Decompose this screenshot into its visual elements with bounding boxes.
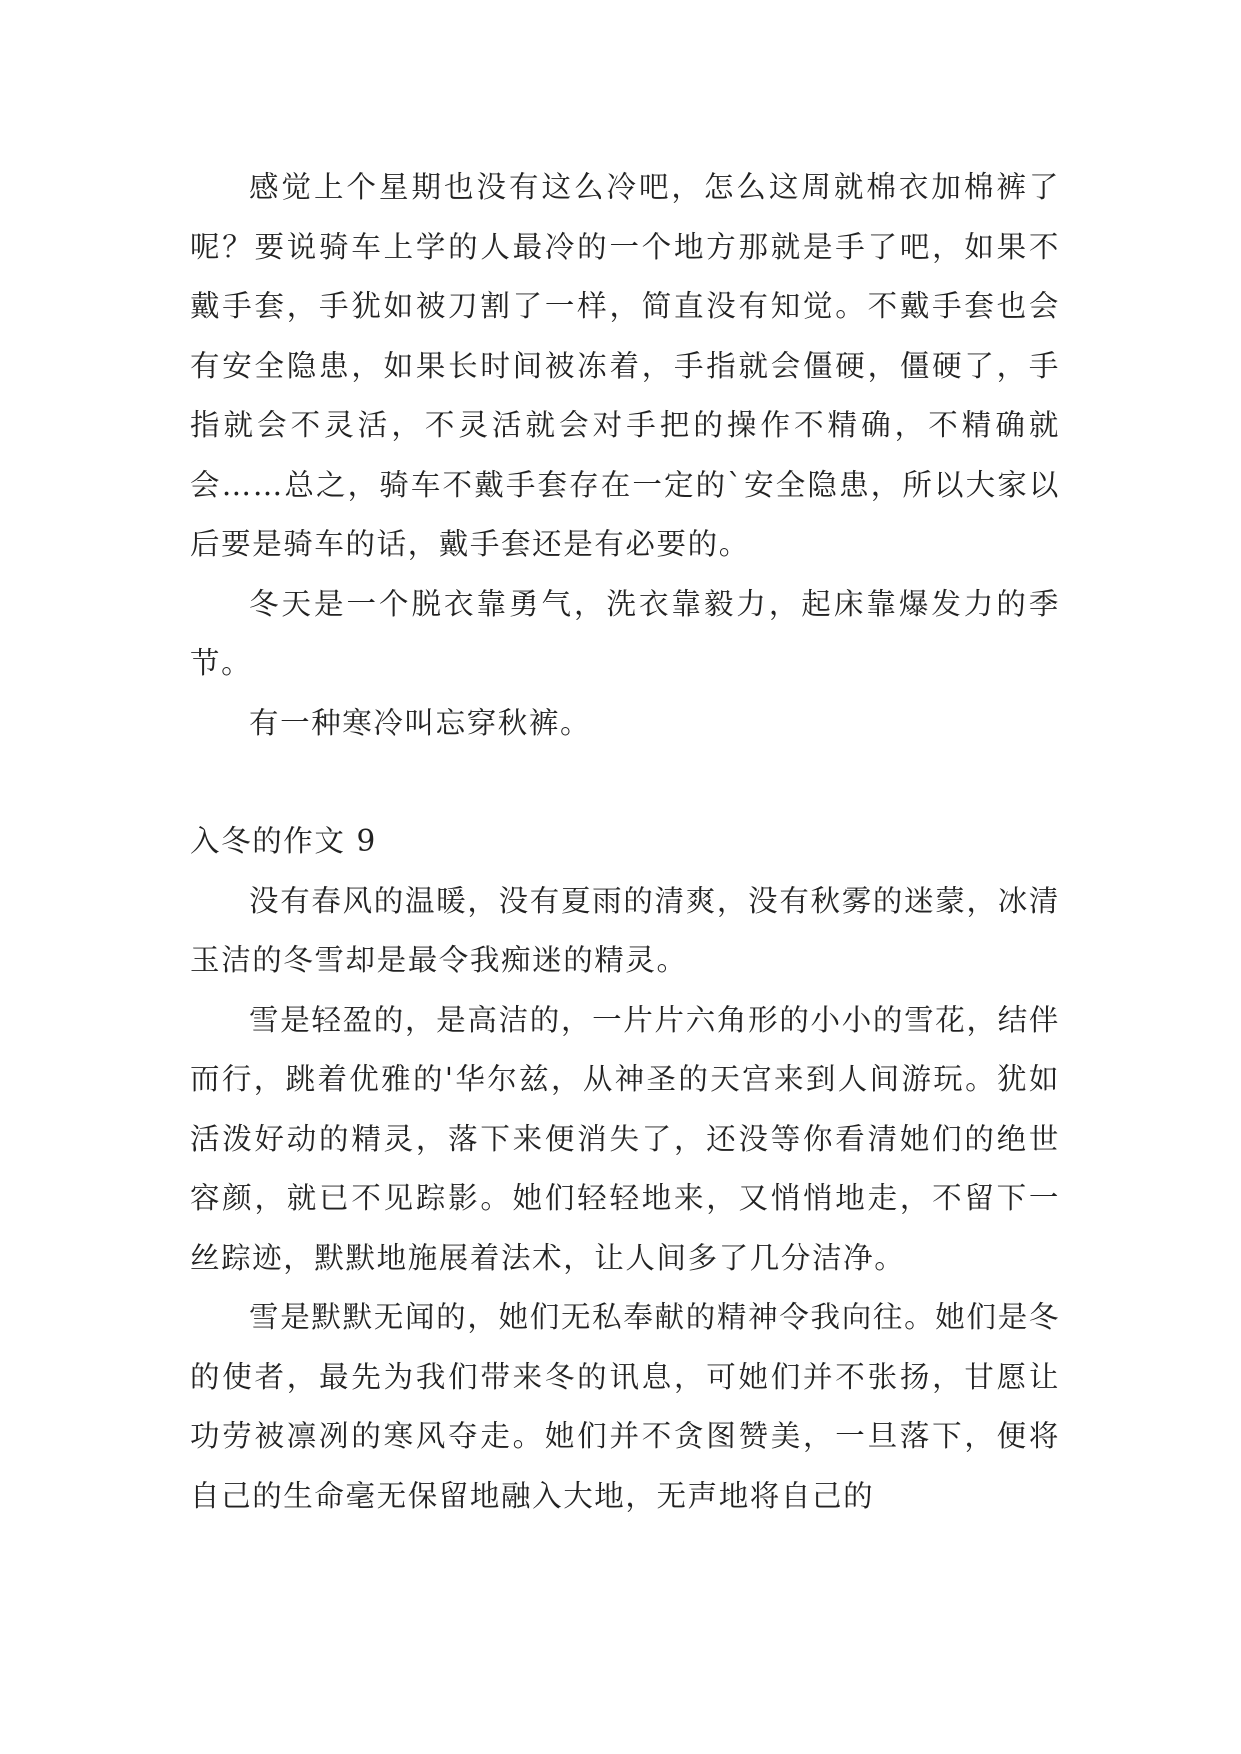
paragraph-snow-intro: 没有春风的温暖，没有夏雨的清爽，没有秋雾的迷蒙，冰清玉洁的冬雪却是最令我痴迷的精灵。 (190, 883, 1060, 977)
paragraph-snow-light: 雪是轻盈的，是高洁的，一片片六角形的小小的雪花，结伴而行，跳着优雅的'华尔兹，从神圣的天宫来到人间游玩。犹如活泼好动的精灵，落下来便消失了，还没等你看清她们的绝世容颜，就已不见踪影。她们轻轻地来，又悄悄地走，不留下一丝踪迹，默默地施展着法术，让人间多了几分洁净。 (190, 1002, 1060, 1275)
paragraph-forgot-long-johns: 有一种寒冷叫忘穿秋裤。 (249, 705, 592, 740)
document-page (190, 158, 1060, 1526)
paragraph-gloves: 感觉上个星期也没有这么冷吧，怎么这周就棉衣加棉裤了呢？要说骑车上学的人最冷的一个地方那就是手了吧，如果不戴手套，手犹如被刀割了一样，简直没有知觉。不戴手套也会有安全隐患，如果长时间被冻着，手指就会僵硬，僵硬了，手指就会不灵活，不灵活就会对手把的操作不精确，不精确就会……总之，骑车不戴手套存在一定的`安全隐患，所以大家以后要是骑车的话，戴手套还是有必要的。 (190, 170, 1060, 561)
essay-heading: 入冬的作文 9 (190, 824, 377, 858)
paragraph-winter-season: 冬天是一个脱衣靠勇气，洗衣靠毅力，起床靠爆发力的季节。 (190, 586, 1060, 680)
paragraph-snow-silent: 雪是默默无闻的，她们无私奉献的精神令我向往。她们是冬的使者，最先为我们带来冬的讯息，可她们并不张扬，甘愿让功劳被凛冽的寒风夺走。她们并不贪图赞美，一旦落下，便将自己的生命毫无保留地融入大地，无声地将自己的 (190, 1300, 1060, 1513)
